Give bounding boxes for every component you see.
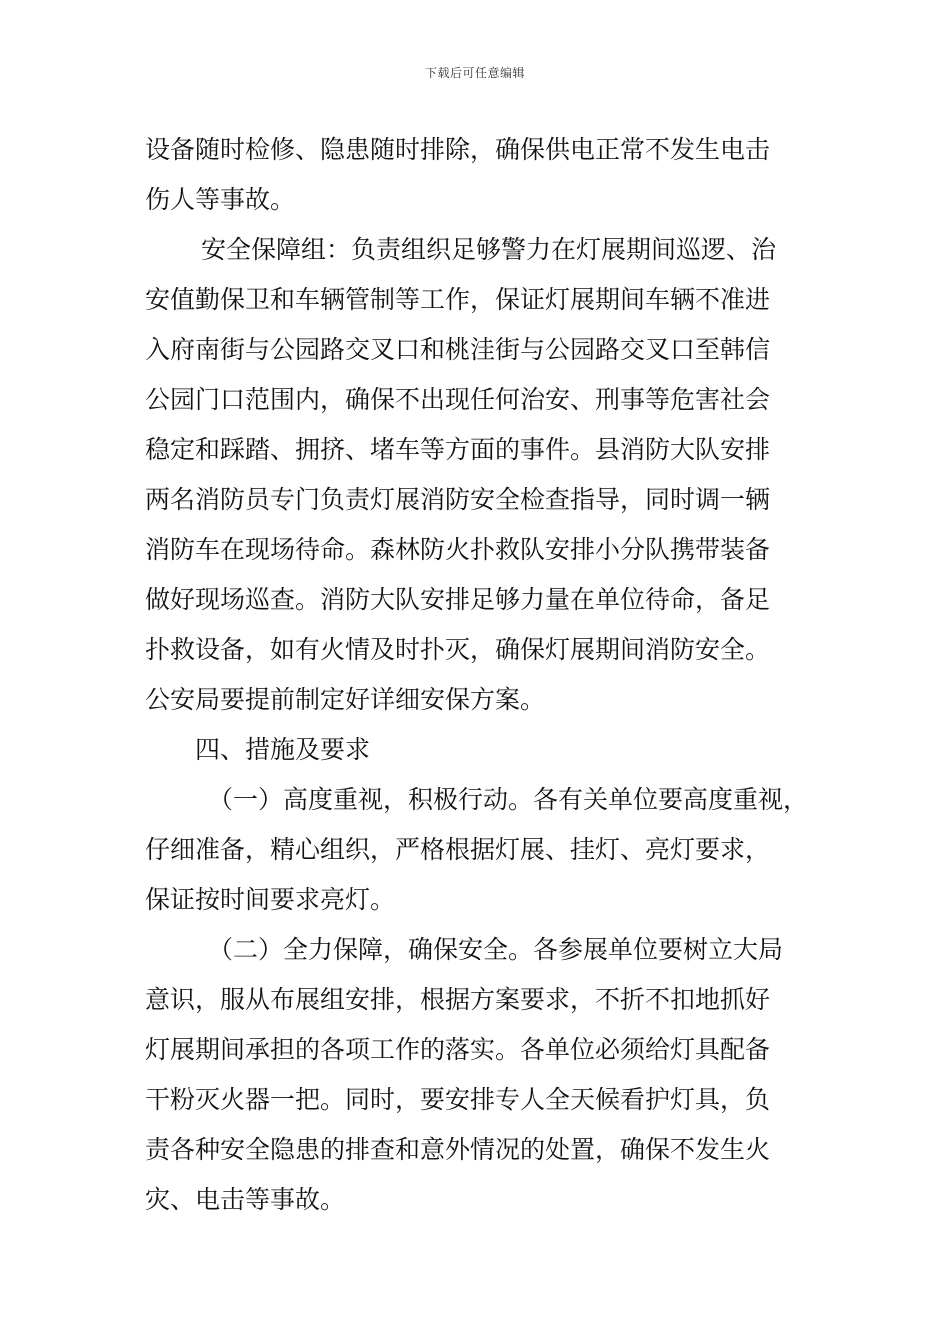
text-line: 扑救设备，如有火情及时扑灭，确保灯展期间消防安全。 — [145, 635, 771, 664]
text-line: 公安局要提前制定好详细安保方案。 — [145, 685, 546, 714]
text-line: 灯展期间承担的各项工作的落实。各单位必须给灯具配备 — [145, 1035, 771, 1064]
paragraph-first-line: 安全保障组：负责组织足够警力在灯展期间巡逻、治 — [201, 235, 777, 264]
text-line: 仔细准备，精心组织，严格根据灯展、挂灯、亮灯要求， — [145, 835, 771, 864]
document-body — [145, 125, 810, 1225]
text-line: 做好现场巡查。消防大队安排足够力量在单位待命，备足 — [145, 585, 771, 614]
text-line: 意识，服从布展组安排，根据方案要求，不折不扣地抓好 — [145, 985, 771, 1014]
text-line: 消防车在现场待命。森林防火扑救队安排小分队携带装备 — [145, 535, 771, 564]
page-header: 下载后可任意编辑 — [424, 66, 525, 80]
text-line: 公园门口范围内，确保不出现任何治安、刑事等危害社会 — [145, 385, 771, 414]
text-line: 干粉灭火器一把。同时，要安排专人全天候看护灯具，负 — [145, 1085, 771, 1114]
text-line: 两名消防员专门负责灯展消防安全检查指导，同时调一辆 — [145, 485, 771, 514]
paragraph-first-line: （一）高度重视，积极行动。各有关单位要高度重视， — [208, 785, 809, 814]
text-line: 伤人等事故。 — [145, 185, 296, 214]
text-line: 安值勤保卫和车辆管制等工作，保证灯展期间车辆不准进 — [145, 285, 771, 314]
text-line: 灾、电击等事故。 — [145, 1185, 346, 1214]
text-line: 责各种安全隐患的排查和意外情况的处置，确保不发生火 — [145, 1135, 771, 1164]
paragraph-first-line: （二）全力保障，确保安全。各参展单位要树立大局 — [208, 935, 784, 964]
text-line: 设备随时检修、隐患随时排除，确保供电正常不发生电击 — [145, 135, 771, 164]
text-line: 稳定和踩踏、拥挤、堵车等方面的事件。县消防大队安排 — [145, 435, 771, 464]
section-heading: 四、措施及要求 — [195, 735, 371, 764]
text-line: 入府南街与公园路交叉口和桃洼街与公园路交叉口至韩信 — [145, 335, 771, 364]
text-line: 保证按时间要求亮灯。 — [145, 885, 396, 914]
